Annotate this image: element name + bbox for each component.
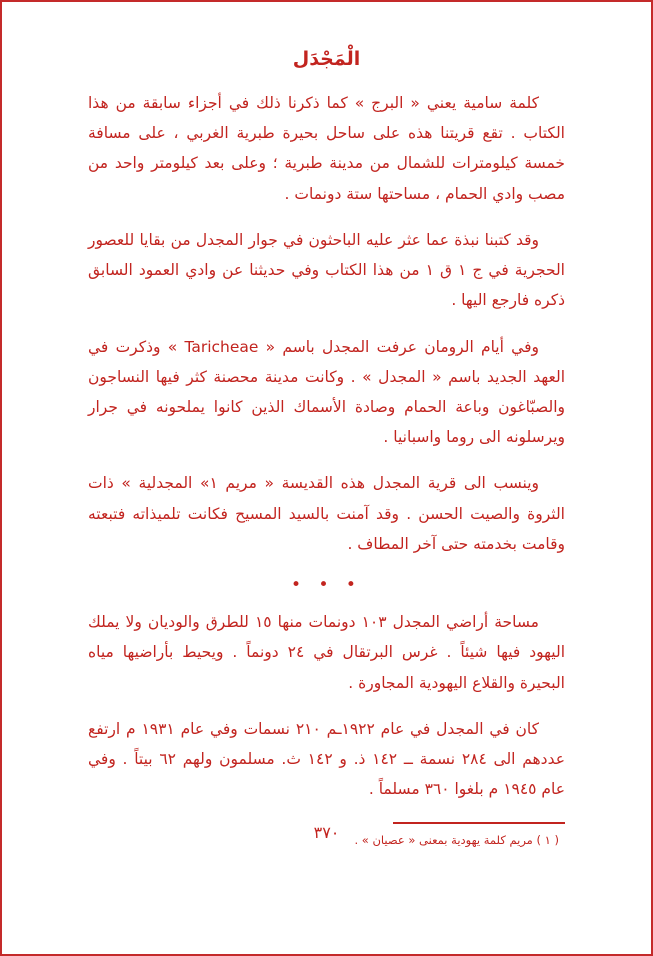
- paragraph-text: كان في المجدل في عام ١٩٢٢ـم ٢١٠ نسمات وفي عام ١٩٣١ م ارتفع عددهم الى ٢٨٤ نسمة ــ ١٤٢ ذ. و ١٤٢ ث. مسلمون ولهم ٦٢ بيتاً . وفي عام ١٩٤٥ م بلغوا ٣٦٠ مسلماً .: [88, 719, 565, 799]
- paragraph-text: كلمة سامية يعني « البرج » كما ذكرنا ذلك في أجزاء سابقة من هذا الكتاب . تقع قريتنا هذه على ساحل بحيرة طبرية الغربي ، على مسافة خمسة كيلومترات للشمال من مدينة طبرية ؛ وعلى بعد كيلومتر واحد من مصب وادي الحمام ، مساحتها ستة دونمات .: [88, 94, 565, 203]
- paragraph-4: [88, 468, 565, 559]
- section-separator: • • •: [291, 575, 362, 596]
- paragraph-text: وينسب الى قرية المجدل هذه القديسة « مريم ١» المجدلية » ذات الثروة والصيت الحسن . وقد آمنت بالسيد المسيح فكانت تلميذاته فتبعته وقامت بخدمته حتى آخر المطاف .: [88, 474, 565, 553]
- paragraph-2: [88, 225, 565, 316]
- footnote-text: ( ١ ) مريم كلمة يهودية بمعنى « عصيان » .: [354, 833, 559, 848]
- paragraph-3: [88, 332, 565, 453]
- page-content: [88, 48, 565, 850]
- paragraph-5: [88, 607, 565, 698]
- page-title: الْمَجْدَل: [292, 48, 361, 70]
- paragraph-text: وقد كتبنا نبذة عما عثر عليه الباحثون في جوار المجدل من بقايا للعصور الحجرية في ج ١ ق ١ من هذا الكتاب وفي حديثنا عن وادي العمود السابق ذكره فارجع اليها .: [88, 230, 565, 310]
- paragraph-1: [88, 88, 565, 209]
- paragraph-6: [88, 714, 565, 805]
- paragraph-text: وفي أيام الرومان عرفت المجدل باسم « Taricheae » وذكرت في العهد الجديد باسم « المجدل » . وكانت مدينة محصنة كثر فيها النساجون والصبّاغون وباعة الحمام وصادة الأسماك الذين كانوا يملحونه في جرار ويرسلونه الى روما واسبانيا .: [88, 337, 565, 447]
- page-number: ٣٧٠: [313, 823, 340, 842]
- paragraph-text: مساحة أراضي المجدل ١٠٣ دونمات منها ١٥ للطرق والوديان ولا يملك اليهود فيها شيئاً . غرس البرتقال في ٢٤ دونماً . ويحيط بأراضيها مياه البحيرة والقلاع اليهودية المجاورة .: [88, 613, 566, 692]
